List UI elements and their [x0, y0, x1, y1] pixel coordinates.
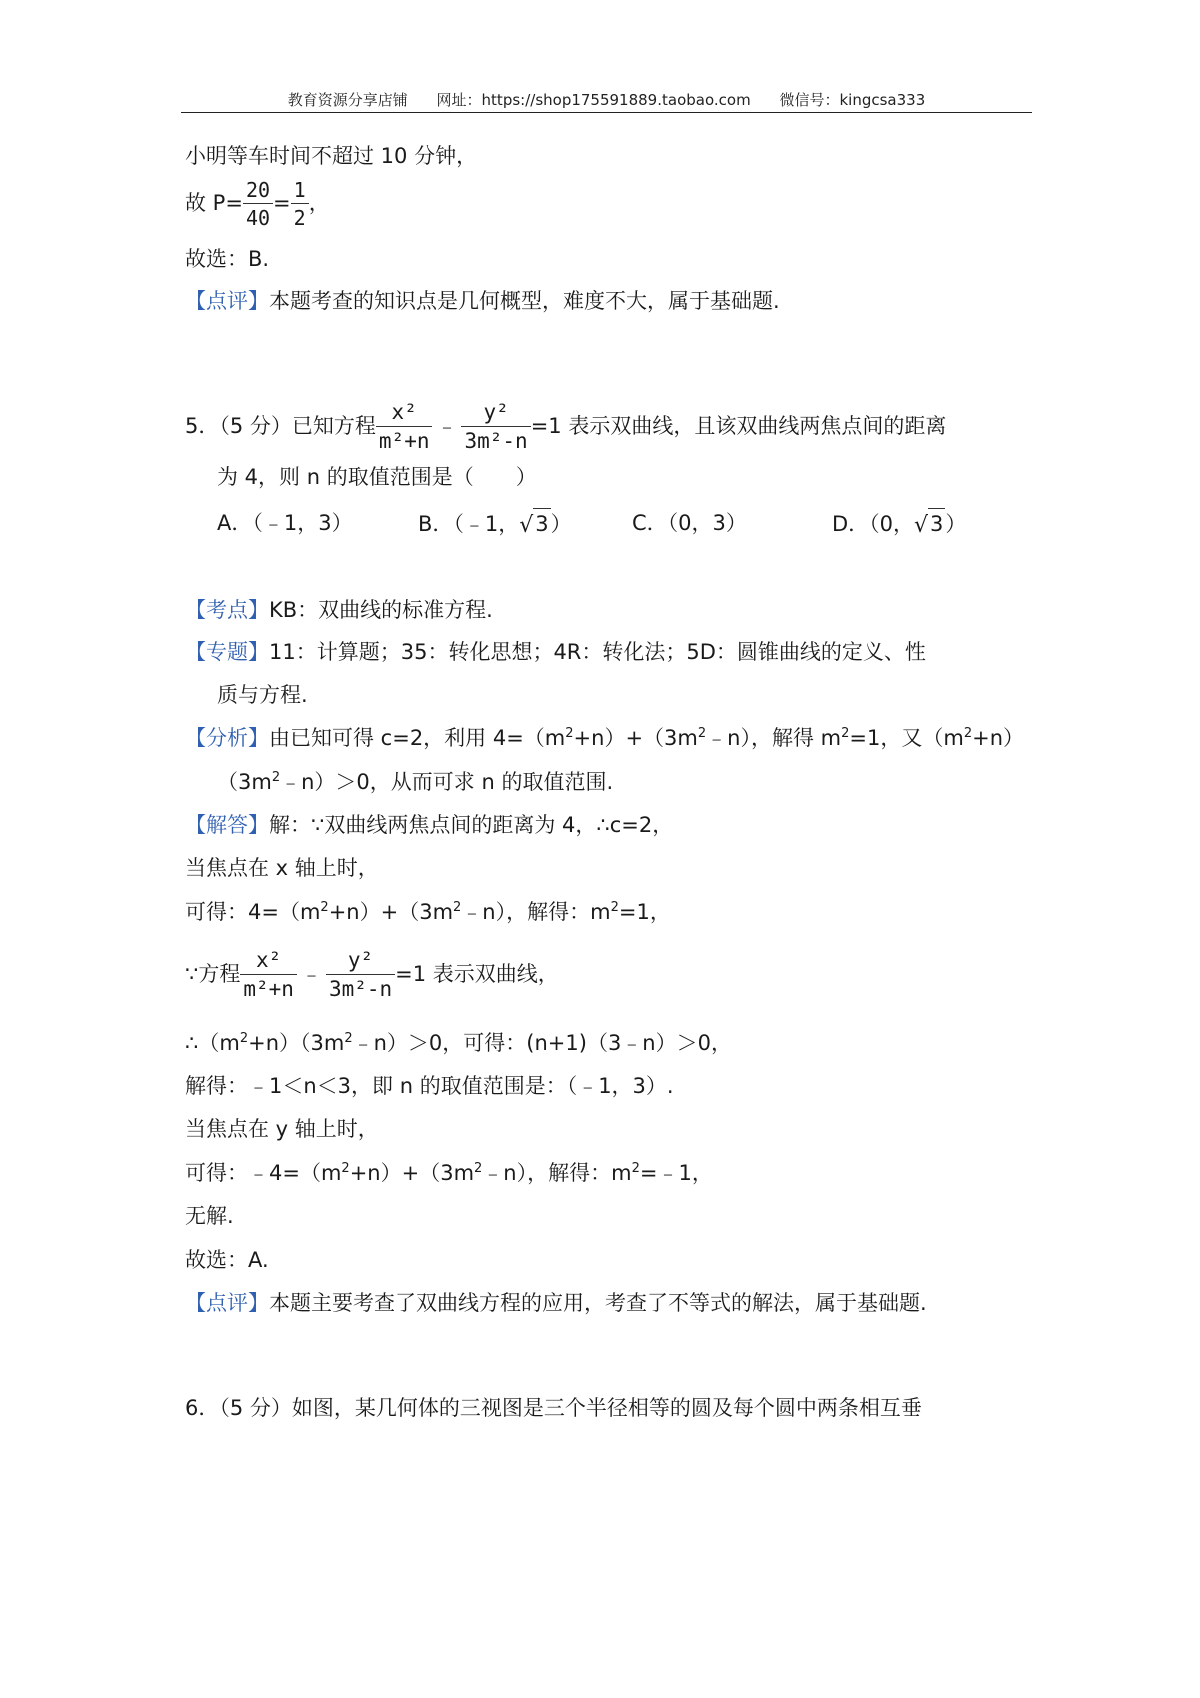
review-tag: 【点评】 [185, 289, 269, 313]
review-tag: 【点评】 [185, 1291, 269, 1315]
jieda-tag: 【解答】 [185, 813, 269, 837]
prev-line-1: 小明等车时间不超过 10 分钟， [185, 144, 478, 168]
q5-x-axis-case: 当焦点在 x 轴上时， [185, 856, 379, 880]
q5-therefore: $\therefore(m^2+n)(3m^2﹣n)>0$，可得：(n+1)（3﹣n）＞0， [185, 1031, 732, 1055]
q5-choice: 故选：A. [185, 1248, 269, 1272]
header-divider [181, 112, 1032, 113]
q5-zhuanti-1: 【专题】11：计算题；35：转化思想；4R：转化法；5D：圆锥曲线的定义、性 [185, 640, 926, 664]
prev-probability-line: 故 P= $\frac{20}{40}$ = $\frac{1}{2}$ ， [185, 178, 330, 230]
q5-since-equation: ∵方程 $\frac{\text{x²}}{\text{m²+n}}$ ﹣ $\frac{\text{y²}}{\text{3m²-n}}$ =1 表示双曲线， [185, 948, 559, 1001]
fenxi-tag: 【分析】 [185, 726, 269, 750]
q5-no-solution: 无解. [185, 1204, 234, 1228]
q5-jieda: 【解答】解：∵双曲线两焦点间的距离为 4，∴c=2， [185, 813, 674, 837]
wechat-id: 微信号：kingcsa333 [779, 91, 926, 109]
fraction-y2-b: $\frac{\text{y²}}{\text{3m²-n}}$ [326, 950, 395, 1000]
q5-solve-range: 解得：﹣1＜n＜3，即 n 的取值范围是：（﹣1，3）. [185, 1074, 674, 1098]
q5-stem-line-1: 5．（5 分）已知方程 $\frac{\text{x²}}{\text{m²+n}}$ ﹣ $\frac{\text{y²}}{\text{3m²-n}}$ =1 表示双曲线，且该双曲线两焦点间的距离 [185, 400, 947, 453]
q5-fenxi-2: $(3m^2﹣n)>0$，从而可求 n 的取值范围. [217, 770, 614, 794]
q5-y-axis-case: 当焦点在 y 轴上时， [185, 1117, 379, 1141]
q5-solve-x: 可得：$4=(m^2+n)+(3m^2﹣n)$，解得：$m^2=1$， [185, 900, 671, 924]
fraction-x2-b: $\frac{\text{x²}}{\text{m²+n}}$ [240, 950, 297, 1000]
q5-stem-line-2: 为 4，则 n 的取值范围是（ ） [217, 465, 537, 489]
q5-option-d: D．（0， √ 3） [832, 508, 966, 539]
fraction-1-2: $\frac{1}{2}$ [291, 180, 309, 228]
q5-zhuanti-2: 质与方程. [217, 683, 308, 707]
sqrt-symbol: √ 3 [914, 508, 945, 539]
q6-stem-line-1: 6．（5 分）如图，某几何体的三视图是三个半径相等的圆及每个圆中两条相互垂 [185, 1396, 922, 1420]
shop-url: 网址：https://shop175591889.taobao.com [436, 91, 751, 109]
zhuanti-tag: 【专题】 [185, 640, 269, 664]
fraction-x2: $\frac{\text{x²}}{\text{m²+n}}$ [376, 402, 433, 452]
page-header [181, 88, 1032, 112]
kaodian-tag: 【考点】 [185, 598, 269, 622]
sqrt-symbol: √ 3 [519, 508, 550, 539]
q5-option-a: A．（﹣1，3） [217, 511, 353, 535]
fraction-20-40: $\frac{20}{40}$ [243, 180, 273, 228]
prev-review: 【点评】本题考查的知识点是几何概型，难度不大，属于基础题. [185, 289, 780, 313]
q5-fenxi-1: 【分析】由已知可得 c=2，利用 $4=(m^2+n)+(3m^2﹣n)$，解得 $m^2=1$，又$(m^2+n)$ [185, 726, 1024, 750]
q5-kaodian: 【考点】KB：双曲线的标准方程. [185, 598, 493, 622]
prev-choice: 故选：B. [185, 247, 270, 271]
q5-review: 【点评】本题主要考查了双曲线方程的应用，考查了不等式的解法，属于基础题. [185, 1291, 927, 1315]
q5-solve-y: 可得：$﹣4=(m^2+n)+(3m^2﹣n)$，解得：$m^2=﹣1$， [185, 1161, 713, 1185]
q5-option-c: C．（0，3） [632, 511, 747, 535]
fraction-y2: $\frac{\text{y²}}{\text{3m²-n}}$ [461, 402, 530, 452]
shop-name: 教育资源分享店铺 [287, 91, 408, 109]
q5-option-b: B．（﹣1， √ 3） [418, 508, 572, 539]
